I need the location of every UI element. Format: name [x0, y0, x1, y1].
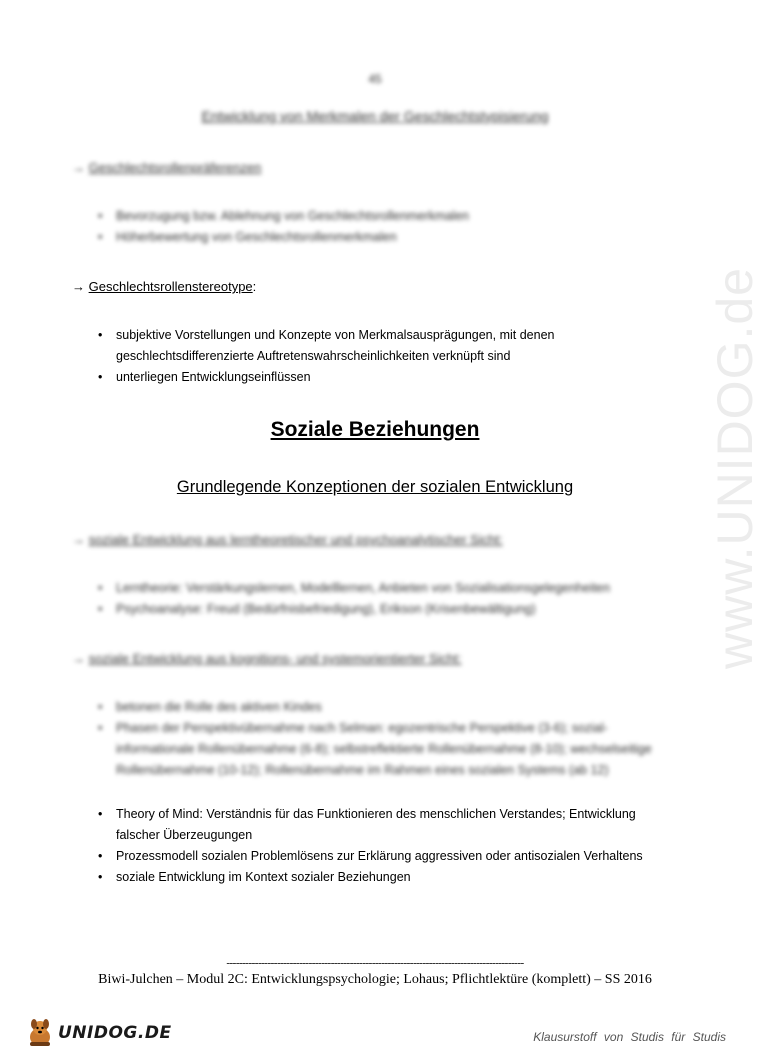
list-item: • subjektive Vorstellungen und Konzepte von Merkmalsausprägungen, mit denen geschlechtsdifferenzierte Auftretenswahrscheinlichkeiten verknüpft sind	[96, 325, 676, 367]
list-item: • soziale Entwicklung im Kontext sozialer Beziehungen	[96, 867, 676, 888]
stereotype-title: Geschlechtsrollenstereotype	[88, 279, 253, 294]
blurred-section1-list	[96, 206, 676, 248]
list-item: • Bevorzugung bzw. Ablehnung von Geschlechtsrollenmerkmalen	[96, 206, 676, 227]
list-item: • betonen die Rolle des aktiven Kindes	[96, 697, 676, 718]
blurred-section2-label: soziale Entwicklung aus lerntheoretischer und psychoanalytischer Sicht:	[88, 532, 503, 547]
arrow-icon: →	[72, 279, 85, 294]
list-item: • Prozessmodell sozialen Problemlösens zur Erklärung aggressiven oder antisozialen Verhaltens	[96, 846, 676, 867]
arrow-icon: →	[72, 160, 89, 175]
watermark-text: www.UNIDOG.de	[707, 267, 763, 669]
blurred-section3-list	[96, 697, 676, 781]
blurred-section1-title	[72, 160, 261, 175]
arrow-icon: →	[72, 651, 89, 666]
list-item: • unterliegen Entwicklungseinflüssen	[96, 367, 676, 388]
blurred-heading: Entwicklung von Merkmalen der Geschlechtstypisierung	[201, 108, 549, 124]
list-item: • Lerntheorie: Verstärkungslernen, Modelllernen, Anbieten von Sozialisationsgelegenheiten	[96, 578, 676, 599]
clear-list	[96, 804, 676, 888]
subsection-title: Grundlegende Konzeptionen der sozialen Entwicklung	[176, 478, 574, 496]
list-item: • Höherbewertung von Geschlechtsrollenmerkmalen	[96, 227, 676, 248]
unidog-logo[interactable]	[26, 1018, 172, 1048]
arrow-icon: →	[72, 532, 89, 547]
footer-rule: ----------------------------------------------------------------------------------------------	[226, 957, 524, 969]
page-number: 45	[368, 72, 382, 86]
list-item: • Phasen der Perspektivübernahme nach Selman: egozentrische Perspektive (3-6); sozial-informationale Rollenübernahme (6-8); selbstreflektierte Rollenübernahme (8-10); wechselseitige Rollenübernahme (10-12); Rollenübernahme im Rahmen eines sozialen Systems (ab 12)	[96, 718, 676, 781]
blurred-section3-title	[72, 651, 461, 666]
logo-text: UNIDOG.DE	[58, 1023, 172, 1043]
dog-icon	[26, 1018, 54, 1048]
footer-text: Biwi-Julchen – Modul 2C: Entwicklungspsychologie; Lohaus; Pflichtlektüre (komplett) – SS 2016	[98, 972, 652, 987]
blurred-section3-label: soziale Entwicklung aus kognitions- und systemorientierter Sicht:	[88, 651, 462, 666]
blurred-section2-list	[96, 578, 676, 620]
list-item: • Psychoanalyse: Freud (Bedürfnisbefriedigung), Erikson (Krisenbewältigung)	[96, 599, 676, 620]
tagline: Klausurstoff von Studis für Studis	[533, 1030, 726, 1044]
stereotype-list	[96, 325, 676, 388]
stereotype-colon: :	[252, 279, 257, 294]
blurred-section1-label: Geschlechtsrollenpräferenzen	[88, 160, 262, 175]
blurred-section2-title	[72, 532, 503, 547]
section-title: Soziale Beziehungen	[270, 418, 480, 441]
list-item: • Theory of Mind: Verständnis für das Funktionieren des menschlichen Verstandes; Entwicklung falscher Überzeugungen	[96, 804, 676, 846]
stereotype-heading	[72, 279, 256, 294]
